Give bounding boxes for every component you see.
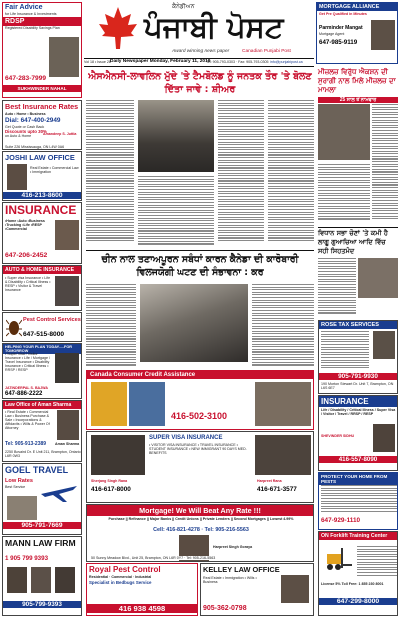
- insurance-ad: [2, 202, 82, 264]
- helping-title: HELPING YOUR PLAN TODAY.....FOR TOMORROW: [3, 344, 81, 354]
- auto-home-photo: [55, 276, 79, 306]
- kelley-title: KELLEY LAW OFFICE: [203, 565, 280, 574]
- super-visa-items: • VISITOR VISA INSURANCE • TRAVEL INSURANCE • STUDENT INSURANCE • NEW IMMIGRANT 90 DAYS MED. BENEFITS: [149, 443, 247, 455]
- best-insurance-title: Best Insurance Rates: [5, 102, 79, 111]
- right-text-2: [318, 164, 370, 224]
- cockroach-icon: [6, 317, 22, 337]
- masthead-tagline: Award winning news paper: [172, 49, 230, 54]
- mortgage-agent: Harpreet Singh Goraya: [213, 545, 253, 549]
- joshi-phone: 416-213-8600: [3, 192, 81, 199]
- ccca-photo-2: [129, 382, 165, 426]
- best-insurance-note: Get Quote or Cash Back: [5, 125, 45, 129]
- helping-items: • Super Visa / Visitor Insurance • Life / Mortgage / Travel Insurance • Disability Insurance • Critical Illness • RRSP / RESP: [5, 352, 51, 372]
- right-insurance-title: INSURANCE: [319, 396, 397, 407]
- right-text-1: [372, 104, 398, 224]
- right-headline-1: ਮੀਜ਼ਲਜ਼ ਵਿਰੁੱਧ ਐਕਸ਼ਨ ਦੀ ਸੁਰਾਗੀ ਨਾਲ ਮਿਲੇ ਮੀਜ਼ਲਜ਼ ਦਾ ਮਾਮਲਾ: [318, 68, 396, 94]
- mann-phone: 1 905 799 9393: [5, 555, 49, 562]
- article-1-text-col-4: [268, 100, 314, 248]
- mortgage-title: Mortgage! We Will Beat Any Rate !!!: [87, 505, 313, 516]
- shergill-phone: 416-617-8000: [91, 486, 131, 493]
- top-right-ad-brand: MORTGAGE ALLIANCE: [317, 3, 397, 11]
- right-photo-2: [358, 258, 398, 298]
- masthead-tel: Tel: 905-793-0303 · Fax: 905-793-0305: [206, 60, 269, 64]
- right-dirt-label: 25 ਸਾਲ ਤੋਂ ਨਾਮਵਾਰ: [318, 97, 398, 103]
- forklift-icon: [323, 546, 353, 572]
- insurance-photo: [55, 220, 79, 250]
- article-1-photo: [138, 100, 214, 172]
- aman-name: Aman Sharma: [55, 442, 80, 446]
- aman-sharma-ad: [2, 400, 82, 462]
- auto-home-title: AUTO & HOME INSURANCE: [3, 266, 81, 274]
- insurance-items: •Home •Auto •Business •Trucking •Life •RESP •Commercial: [5, 219, 45, 231]
- mann-photo-2: [31, 567, 51, 593]
- top-left-ad-phone: 647-283-7999: [5, 75, 47, 82]
- mann-photo-1: [7, 567, 27, 593]
- goel-title: GOEL TRAVEL: [5, 465, 69, 475]
- right-text-3: [318, 258, 356, 318]
- mann-phone-2: 905-799-9393: [3, 601, 81, 608]
- top-left-ad-name: RDSP: [3, 17, 81, 26]
- masthead-date: Daily Newspaper Monday, February 11, 2019: [110, 59, 211, 64]
- shevinder-photo: [373, 424, 395, 452]
- right-photo-1: [318, 104, 370, 160]
- aman-photo: [57, 410, 79, 440]
- kelley-phone: 905-362-0798: [203, 605, 247, 612]
- masthead-vol: Vol 18 • Issue 28: [84, 60, 111, 64]
- royal-pest-ad: [86, 563, 198, 616]
- top-right-ad-photo: [371, 20, 395, 50]
- helping-phone: 647-886-2222: [5, 391, 43, 397]
- forklift-phone: 647-299-8000: [319, 598, 397, 605]
- rose-tax-phone: 905-791-9930: [319, 373, 397, 380]
- joshi-law-ad: [2, 151, 82, 201]
- forklift-ad: [318, 531, 398, 616]
- insurance-phone: 647-206-2452: [5, 252, 48, 259]
- helping-name: JATINDERPAL S. BAJWA: [5, 386, 48, 390]
- top-right-ad-line: Get Pre Qualified in Minutes: [319, 12, 367, 16]
- right-divider: [318, 227, 398, 228]
- aman-title: Law Office of Aman Sharma: [3, 401, 81, 409]
- right-headline-2: ਵਿਧਾਨ ਸਭਾ ਚੋਣਾਂ 'ਤੇ ਕਮੀ ਹੈ ਲਾਗੂ ਗੁਆਚਿਆ ਆਦਿ ਵਿੱਚ ਸਹੀ ਸਿਹਤਮੰਦ: [318, 229, 388, 255]
- goel-line: Low Rates: [5, 478, 33, 484]
- pest-phone: 647-515-8000: [23, 331, 65, 338]
- super-visa-title: SUPER VISA INSURANCE: [149, 435, 223, 441]
- mann-title: MANN LAW FIRM: [5, 538, 76, 548]
- goel-photo: [7, 496, 37, 520]
- joshi-title: JOSHI LAW OFFICE: [5, 153, 75, 162]
- right-insurance-items: Life / Disability / Critical Illness / Super Visa / Visitor / Travel / RRSP / RESP: [321, 408, 396, 416]
- kelley-items: Real Estate • Immigration • Wills • Business: [203, 576, 257, 584]
- ccca-phone: 416-502-3100: [171, 411, 228, 421]
- goel-travel-ad: [2, 463, 82, 535]
- top-right-ad-phone: 647-985-9119: [319, 39, 358, 46]
- goel-sub: Best Service: [5, 485, 26, 489]
- article-2-text-col-1: [86, 284, 136, 368]
- top-left-ad-sub: for Life Insurance & Investments: [5, 12, 57, 16]
- super-visa-ad: [86, 431, 314, 503]
- top-left-ad-brand: Fair Advice: [5, 4, 43, 11]
- best-insurance-discount: Discounts upto 30%: [5, 129, 47, 134]
- forklift-license: License 5% Toll Free: 1 855 230 8001: [321, 582, 384, 586]
- article-2-text-col-2: [252, 284, 314, 368]
- mortgage-items: Purchase || Refinance || Major Banks || Credit Unions || Private Lenders || Second Mortgages || Lowest 4.99%: [108, 517, 294, 521]
- harpreet-name: Harpreet Rana: [257, 479, 282, 483]
- top-right-ad-role: Mortgage Agent: [319, 32, 345, 36]
- mortgage-ad: [86, 504, 314, 562]
- ccca-photo-3: [255, 382, 311, 426]
- shevinder-phone: 416-557-8090: [319, 456, 397, 463]
- royal-spec: Specialist in Bedbugs Service: [89, 580, 152, 585]
- article-2-photo: [140, 284, 248, 362]
- mortgage-address: 50 Sunny Meadow Blvd., Unit 25, Brampton, ON L6R 0Y7 · Tel: 905-216-5563: [91, 556, 311, 560]
- harpreet-phone: 416-671-3577: [257, 486, 297, 493]
- right-insurance-ad: [318, 395, 398, 471]
- article-divider: [86, 250, 314, 251]
- rose-tax-text: [321, 331, 369, 371]
- masthead-subtitle: Canadian Punjabi Post: [242, 49, 291, 54]
- best-insurance-addr: Suite 226 Mississauga, ON L4W 0A6: [5, 145, 65, 149]
- mann-photo-3: [55, 567, 75, 593]
- auto-home-ad: [2, 265, 82, 311]
- rose-tax-title: ROSE TAX SERVICES: [319, 321, 397, 329]
- joshi-photo: [7, 164, 27, 190]
- masthead-prefix: ਕੈਨੇਡੀਅਨ: [172, 4, 195, 10]
- masthead-title: ਪੰਜਾਬੀ ਪੋਸਟ: [144, 10, 284, 44]
- article-1-text-col-2: [138, 176, 214, 248]
- airplane-icon: [39, 480, 79, 506]
- article-1-text-col-3: [218, 100, 264, 248]
- goel-phone: 905-791-7669: [3, 522, 81, 529]
- top-right-ad-person: Parminder Mangat: [319, 25, 363, 31]
- helping-photo: [55, 353, 79, 383]
- mann-law-ad: [2, 536, 82, 616]
- pest-control-ad: [2, 312, 82, 342]
- ccca-photo-1: [91, 382, 127, 426]
- top-left-ad-photo: [49, 37, 79, 77]
- top-left-ad-person: SUKHWINDER NAHAL: [3, 85, 81, 92]
- best-insurance-name: Amandeep S. Juttla: [43, 132, 77, 136]
- royal-title: Royal Pest Control: [89, 565, 161, 574]
- mortgage-cell: Cell: 416-821-4278 · Tel: 905-216-5563: [153, 527, 249, 533]
- second-headline: ਚੀਨ ਨਾਲ ਤਣਾਅਪੂਰਨ ਸਬੰਧਾਂ ਕਾਰਨ ਕੈਨੇਡਾ ਦੀ ਕਾਰੋਬਾਰੀ ਵਿਲਜਯੋਗੀ ਘਟਣ ਦੀ ਸੰਭਾਵਨਾ : ਕਰ: [101, 254, 299, 278]
- shergill-name: Sherjang Singh Rana: [91, 479, 128, 483]
- rose-tax-addr: 190 Morton Stewart Dr. Unit 7, Brampton, ON L6S 6E7: [321, 382, 394, 390]
- best-insurance-discount-sub: on Auto & Home: [5, 134, 32, 138]
- protect-pests-ad: [318, 472, 398, 530]
- ccca-ad: [86, 370, 314, 430]
- protect-phone: 647-929-1110: [321, 517, 361, 524]
- lead-headline: ਐਸਐਨਸੀ-ਲਾਵਲਿਨ ਮੁੱਦੇ 'ਤੇ ਟੈਮਬੋਲਡ ਨੂੰ ਜਨਤਕ ਤੌਰ 'ਤੇ ਬੋਲਣ ਦਿੱਤਾ ਜਾਵੇ : ਸ਼ੀਅਰ: [88, 71, 312, 95]
- rose-tax-photo: [373, 331, 395, 359]
- helping-plan-ad: [2, 343, 82, 399]
- top-left-ad: [2, 2, 82, 98]
- aman-addr: 2250 Bovaird Dr. E Unit 211, Brampton, Ontario L6R 0W3: [5, 450, 81, 458]
- pest-title: Pest Control Services: [23, 317, 81, 323]
- top-left-ad-line: Registered Disability Savings Plan: [5, 26, 60, 30]
- joshi-items: Real Estate • Commercial Law • Immigration: [30, 166, 79, 174]
- auto-home-items: • Super visa Insurance • Life & Disability • Critical Illness • RESP • Visitor & Travel Insurance: [5, 276, 51, 292]
- insurance-title: INSURANCE: [5, 203, 77, 217]
- best-insurance-items: Auto • Home • Business: [5, 112, 46, 116]
- aman-items: • Real Estate • Commercial Law • Business Purchase & Sale • Incorporations & Affidavits • Wills & Power Of Attorney: [5, 410, 50, 430]
- super-visa-photo-2: [255, 435, 311, 475]
- royal-phone: 416 938 4598: [87, 604, 197, 613]
- best-insurance-dial: Dial: 647-400-2949: [5, 117, 61, 124]
- rose-tax-ad: [318, 320, 398, 394]
- masthead-rule-2: [84, 66, 314, 67]
- forklift-text: [357, 546, 397, 578]
- aman-tel: Tel: 905-913-2389: [5, 441, 47, 447]
- shevinder-name: SHEVINDER SIDHU: [321, 434, 355, 438]
- masthead-email: info@punjabipost.ca: [270, 60, 303, 64]
- ccca-title: Canada Consumer Credit Assistance: [87, 371, 313, 379]
- best-insurance-ad: [2, 100, 82, 150]
- kelley-law-ad: [200, 563, 314, 616]
- forklift-title: ON Forklift Training Center: [319, 532, 397, 540]
- maple-leaf-icon: [98, 6, 138, 50]
- super-visa-photo-1: [91, 435, 145, 475]
- article-1-text-col-1: [86, 100, 134, 248]
- protect-title: PROTECT YOUR HOME FROM PESTS: [319, 473, 397, 485]
- top-right-ad: [316, 2, 398, 64]
- kelley-photo: [281, 575, 309, 603]
- royal-sub: Residential · Commercial · Industrial: [89, 575, 152, 579]
- protect-text: [321, 485, 397, 515]
